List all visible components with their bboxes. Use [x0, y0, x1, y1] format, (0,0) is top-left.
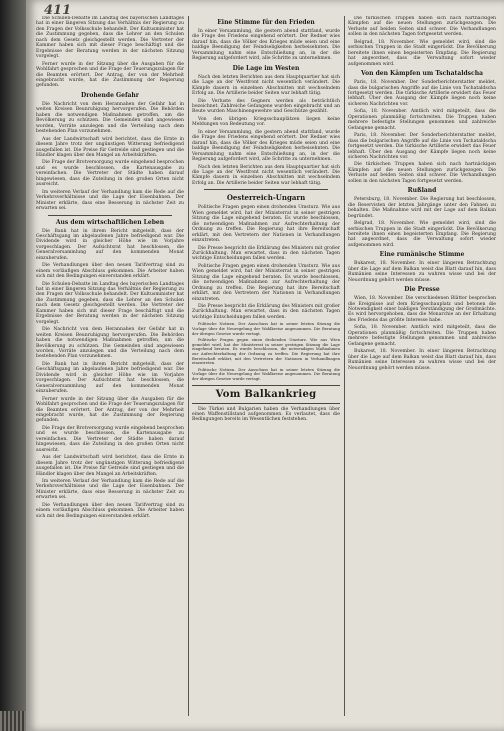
column-layout — [36, 16, 498, 716]
article-paragraph: Bukarest, 18. November. In einer längeren Betrachtung über die Lage auf dem Balkan weist das Blatt darauf hin, dass Rumänien seine Interessen zu wahren wisse und bei der Neuordnung gehört werden müsse. — [348, 261, 496, 283]
article-paragraph: In einer Versammlung, die gestern abend stattfand, wurde die Frage des Friedens eingehend erörtert. Der Redner wies darauf hin, dass die Völker des Krieges müde seien und eine baldige Beendigung der Feindseligkeiten herbeisehnten. Die Versammlung nahm eine Entschließung an, in der die Regierung aufgefordert wird, alle Schritte zu unternehmen. — [192, 29, 340, 62]
article-paragraph: Die Schulen-Debatte im Landtag des bayerischen Landtages hat in einer längeren Sitzung das Verhältnis der Regierung zu den Fragen der Volksschule behandelt. Der Kultusminister hat die Zustimmung gegeben, dass die Lehrer an den Schulen nach dem Gesetz gleichgestellt werden. Die Vertreter der Kammer haben sich mit dieser Frage beschäftigt und die Ergebnisse der Beratung werden in der nächsten Sitzung vorgelegt. — [36, 16, 184, 60]
article-paragraph: Die Verhandlungen über den neuen Tarifvertrag sind zu einem vorläufigen Abschluss gekommen. Die Arbeiter haben sich mit den Bedingungen einverstanden erklärt. — [36, 502, 184, 519]
article-paragraph: Von den übrigen Kriegsschauplätzen liegen keine Meldungen von Bedeutung vor. — [192, 116, 340, 128]
section-heading: Vom Balkankrieg — [215, 388, 317, 400]
article-paragraph: Aus der Landwirtschaft wird berichtet, dass die Ernte in diesem Jahre trotz der ungünstigen Witterung befriedigend ausgefallen ist. Die Preise für Getreide sind gestiegen und die Händler klagen über den Mangel an Arbeitskräften. — [36, 455, 184, 477]
article-paragraph: Die Bank hat in ihrem Bericht mitgeteilt, dass der Geschäftsgang im abgelaufenen Jahre befriedigend war. Die Dividende wird in gleicher Höhe wie im Vorjahre vorgeschlagen. Der Aufsichtsrat hat beschlossen, die Generalversammlung auf den kommenden Monat einzuberufen. — [36, 228, 184, 261]
article-paragraph: In einer Versammlung, die gestern abend stattfand, wurde die Frage des Friedens eingehend erörtert. Der Redner wies darauf hin, dass die Völker des Krieges müde seien und eine baldige Beendigung der Feindseligkeiten herbeisehnten. Die Versammlung nahm eine Entschließung an, in der die Regierung aufgefordert wird, alle Schritte zu unternehmen. — [192, 129, 340, 163]
article-paragraph: Die türkischen Truppen haben sich nach hartnäckigen Kämpfen auf die neuen Stellungen zurückgezogen. Die Verluste auf beiden Seiten sind schwer. Die Verhandlungen sollen in den nächsten Tagen fortgesetzt werden. — [348, 16, 496, 38]
article-paragraph: Belgrad, 18. November. Wie gemeldet wird, sind die serbischen Truppen in die Stadt eingerückt. Die Bevölkerung bereitete ihnen einen begeisterten Empfang. Die Regierung hat angeordnet, dass die Verwaltung sofort wieder aufgenommen wird. — [348, 221, 496, 248]
article-paragraph: Die türkischen Truppen haben sich nach hartnäckigen Kämpfen auf die neuen Stellungen zurückgezogen. Die Verluste auf beiden Seiten sind schwer. Die Verhandlungen sollen in den nächsten Tagen fortgesetzt werden. — [348, 162, 496, 184]
article-paragraph: Die Türkei und Bulgarien haben die Verhandlungen über einen Waffenstillstand aufgenommen. Es verlautet, dass die Bedingungen bereits im Wesentlichen feststehen. — [192, 406, 340, 423]
article-paragraph: Petersburg, 18. November. Die Regierung hat beschlossen, die Reservisten der letzten Jahrgänge unter den Fahnen zu behalten. Die Maßnahme wird mit der Lage auf dem Balkan begründet. — [348, 197, 496, 219]
article-paragraph: Die Verluste des Gegners werden als beträchtlich bezeichnet. Zahlreiche Gefangene wurden eingebracht und an Beute wurden Maschinengewehre und Geschütze gezählt. — [192, 98, 340, 115]
article-paragraph: Sofia, 18. November. Amtlich wird mitgeteilt, dass die Operationen planmäßig fortschreiten. Die Truppen haben mehrere befestigte Stellungen genommen und zahlreiche Gefangene gemacht. — [348, 325, 496, 347]
article-paragraph: Die Nachricht von dem Herannahen der Gefahr hat in weiten Kreisen Beunruhigung hervorgerufen. Die Behörden haben die notwendigen Maßnahmen getroffen, um die Bevölkerung zu schützen. Die Gemeinden sind angewiesen worden, Vorräte anzulegen und die Verteilung nach dem bestehenden Plan vorzunehmen. — [36, 327, 184, 360]
article-paragraph: Nach den letzten Berichten aus dem Hauptquartier hat sich die Lage an der Westfront nicht wesentlich verändert. Die Kämpfe dauern in einzelnen Abschnitten mit wechselndem Erfolg an. Die Artillerie beider Seiten war lebhaft tätig. — [192, 164, 340, 186]
column-2 — [192, 16, 340, 716]
article-paragraph: Paris, 18. November. Der Sonderberichterstatter meldet, dass die bulgarischen Angriffe auf die Linie von Tschataldscha fortgesetzt werden. Die türkische Artillerie erwidert das Feuer lebhaft. Über den Ausgang der Kämpfe liegen noch keine sicheren Nachrichten vor. — [348, 80, 496, 107]
article-paragraph: Aus der Landwirtschaft wird berichtet, dass die Ernte in diesem Jahre trotz der ungünstigen Witterung befriedigend ausgefallen ist. Die Preise für Getreide sind gestiegen und die Händler klagen über den Mangel an Arbeitskräften. — [36, 136, 184, 158]
section-heading: Eine Stimme für den Frieden — [217, 19, 315, 26]
section-heading: Die Lage im Westen — [232, 64, 300, 72]
article-paragraph: Ferner wurde in der Sitzung über die Ausgaben für die Wohlfahrt gesprochen und die Frage der Teuerungszulagen für die Beamten erörtert. Der Antrag, der von der Mehrheit eingebracht wurde, hat die Zustimmung der Regierung gefunden. — [36, 61, 184, 89]
article-paragraph: Im weiteren Verlauf der Verhandlung kam die Rede auf die Verkehrsverhältnisse und die Lage der Eisenbahnen. Der Minister erklärte, dass eine Besserung in nächster Zeit zu erwarten sei. — [36, 189, 184, 212]
article-paragraph: Die Nachricht von dem Herannahen der Gefahr hat in weiten Kreisen Beunruhigung hervorgerufen. Die Behörden haben die notwendigen Maßnahmen getroffen, um die Bevölkerung zu schützen. Die Gemeinden sind angewiesen worden, Vorräte anzulegen und die Verteilung nach dem bestehenden Plan vorzunehmen. — [36, 101, 184, 135]
article-paragraph: Politische Fragen gegen einen drohenden Umsturz. Wie aus Wien gemeldet wird, hat der Ministerrat in seiner gestrigen Sitzung die Lage eingehend beraten. Es wurde beschlossen, die notwendigen Maßnahmen zur Aufrechterhaltung der Ordnung zu treffen. Die Regierung hat ihre Bereitschaft erklärt, mit den Vertretern der Nationen in Verhandlungen einzutreten. — [192, 337, 340, 366]
article-paragraph: Die Frage der Brotversorgung wurde eingehend besprochen und es wurde beschlossen, die Kartenausgabe zu vereinfachen. Die Vertreter der Städte haben darauf hingewiesen, dass die Zuteilung in den großen Orten nicht ausreicht. — [36, 160, 184, 188]
book-spine — [0, 0, 26, 731]
article-paragraph: Politische Notizen. Der Ausschuss hat in seiner letzten Sitzung die Vorlage über die Neuregelung der Wahlkreise angenommen. Die Beratung der übrigen Gesetze wurde vertagt. — [192, 366, 340, 381]
article-paragraph: Die Presse bespricht die Erklärung des Ministers mit großer Zurückhaltung. Man erwartet, dass in den nächsten Tagen wichtige Entscheidungen fallen werden. — [192, 245, 340, 262]
divider — [192, 403, 340, 404]
section-heading: Drohende Gefahr — [81, 91, 139, 99]
article-paragraph: Die Presse bespricht die Erklärung des Ministers mit großer Zurückhaltung. Man erwartet, dass in den nächsten Tagen wichtige Entscheidungen fallen werden. — [192, 304, 340, 320]
column-1 — [36, 16, 184, 716]
article-paragraph: Wien, 18. November. Die verschiedenen Blätter besprechen die Ereignisse auf dem Kriegsschauplatz und betonen die Notwendigkeit einer baldigen Verständigung der Großmächte. Es wird hervorgehoben, dass die Monarchie an der Erhaltung des Friedens das größte Interesse habe. — [348, 296, 496, 323]
article-paragraph: Ferner wurde in der Sitzung über die Ausgaben für die Wohlfahrt gesprochen und die Frage der Teuerungszulagen für die Beamten erörtert. Der Antrag, der von der Mehrheit eingebracht wurde, hat die Zustimmung der Regierung gefunden. — [36, 396, 184, 424]
article-paragraph: Sofia, 18. November. Amtlich wird mitgeteilt, dass die Operationen planmäßig fortschreiten. Die Truppen haben mehrere befestigte Stellungen genommen und zahlreiche Gefangene gemacht. — [348, 109, 496, 131]
article-paragraph: Die Verhandlungen über den neuen Tarifvertrag sind zu einem vorläufigen Abschluss gekommen. Die Arbeiter haben sich mit den Bedingungen einverstanden erklärt. — [36, 263, 184, 280]
article-paragraph: Im weiteren Verlauf der Verhandlung kam die Rede auf die Verkehrsverhältnisse und die Lage der Eisenbahnen. Der Minister erklärte, dass eine Besserung in nächster Zeit zu erwarten sei. — [36, 478, 184, 501]
article-paragraph: Politische Notizen. Der Ausschuss hat in seiner letzten Sitzung die Vorlage über die Neuregelung der Wahlkreise angenommen. Die Beratung der übrigen Gesetze wurde vertagt. — [192, 321, 340, 336]
section-heading: Von den Kämpfen um Tschataldscha — [361, 70, 483, 78]
section-heading: Die Presse — [404, 286, 440, 294]
article-paragraph: Bukarest, 18. November. In einer längeren Betrachtung über die Lage auf dem Balkan weist das Blatt darauf hin, dass Rumänien seine Interessen zu wahren wisse und bei der Neuordnung gehört werden müsse. — [348, 349, 496, 371]
section-heading: Eine rumänische Stimme — [379, 251, 465, 259]
article-paragraph: Belgrad, 18. November. Wie gemeldet wird, sind die serbischen Truppen in die Stadt eingerückt. Die Bevölkerung bereitete ihnen einen begeisterten Empfang. Die Regierung hat angeordnet, dass die Verwaltung sofort wieder aufgenommen wird. — [348, 39, 496, 67]
section-heading: Rußland — [407, 187, 437, 195]
article-paragraph: Die Bank hat in ihrem Bericht mitgeteilt, dass der Geschäftsgang im abgelaufenen Jahre befriedigend war. Die Dividende wird in gleicher Höhe wie im Vorjahre vorgeschlagen. Der Aufsichtsrat hat beschlossen, die Generalversammlung auf den kommenden Monat einzuberufen. — [36, 361, 184, 395]
divider — [204, 189, 328, 190]
article-paragraph: Die Frage der Brotversorgung wurde eingehend besprochen und es wurde beschlossen, die Kartenausgabe zu vereinfachen. Die Vertreter der Städte haben darauf hingewiesen, dass die Zuteilung in den großen Orten nicht ausreicht. — [36, 425, 184, 453]
column-rule — [188, 16, 189, 716]
article-paragraph: Paris, 18. November. Der Sonderberichterstatter meldet, dass die bulgarischen Angriffe auf die Linie von Tschataldscha fortgesetzt werden. Die türkische Artillerie erwidert das Feuer lebhaft. Über den Ausgang der Kämpfe liegen noch keine sicheren Nachrichten vor. — [348, 133, 496, 160]
article-paragraph: Nach den letzten Berichten aus dem Hauptquartier hat sich die Lage an der Westfront nicht wesentlich verändert. Die Kämpfe dauern in einzelnen Abschnitten mit wechselndem Erfolg an. Die Artillerie beider Seiten war lebhaft tätig. — [192, 74, 340, 97]
article-paragraph: Die Schulen-Debatte im Landtag des bayerischen Landtages hat in einer längeren Sitzung das Verhältnis der Regierung zu den Fragen der Volksschule behandelt. Der Kultusminister hat die Zustimmung gegeben, dass die Lehrer an den Schulen nach dem Gesetz gleichgestellt werden. Die Vertreter der Kammer haben sich mit dieser Frage beschäftigt und die Ergebnisse der Beratung werden in der nächsten Sitzung vorgelegt. — [36, 281, 184, 325]
article-paragraph: Politische Fragen gegen einen drohenden Umsturz. Wie aus Wien gemeldet wird, hat der Ministerrat in seiner gestrigen Sitzung die Lage eingehend beraten. Es wurde beschlossen, die notwendigen Maßnahmen zur Aufrechterhaltung der Ordnung zu treffen. Die Regierung hat ihre Bereitschaft erklärt, mit den Vertretern der Nationen in Verhandlungen einzutreten. — [192, 205, 340, 244]
newspaper-page — [26, 0, 504, 731]
column-3 — [348, 16, 496, 716]
page-number: 411 — [44, 3, 72, 18]
column-rule — [344, 16, 345, 716]
article-paragraph: Politische Fragen gegen einen drohenden Umsturz. Wie aus Wien gemeldet wird, hat der Ministerrat in seiner gestrigen Sitzung die Lage eingehend beraten. Es wurde beschlossen, die notwendigen Maßnahmen zur Aufrechterhaltung der Ordnung zu treffen. Die Regierung hat ihre Bereitschaft erklärt, mit den Vertretern der Nationen in Verhandlungen einzutreten. — [192, 263, 340, 302]
binding-strip — [0, 711, 26, 731]
section-heading: Aus dem wirtschaftlichen Leben — [55, 218, 165, 226]
divider — [192, 385, 340, 386]
divider — [48, 215, 172, 216]
section-heading: Oesterreich-Ungarn — [226, 193, 306, 203]
